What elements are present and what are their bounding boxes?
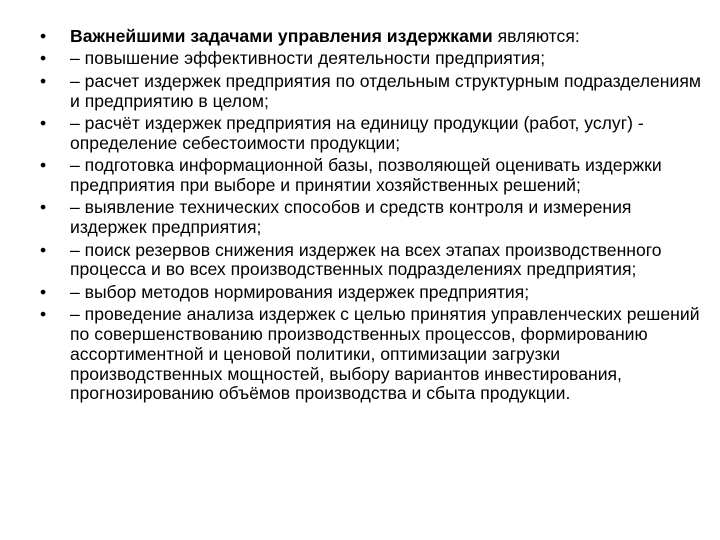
- bullet-item-cost-analysis: [40, 305, 712, 404]
- bullet-item-reserves: [40, 241, 712, 281]
- bullet-icon: •: [40, 26, 47, 46]
- bullet-text: – подготовка информационной базы, позволяющей оценивать издержки предприятия при выборе и принятии хозяйственных решений;: [70, 155, 662, 195]
- bullet-icon: •: [40, 155, 47, 176]
- bullet-item-control-methods: [40, 198, 712, 238]
- bullet-item-cost-by-division: [40, 72, 712, 112]
- bullet-icon: •: [40, 70, 47, 91]
- bullet-icon: •: [40, 281, 47, 302]
- bullet-icon: •: [40, 304, 47, 325]
- bullet-icon: •: [40, 197, 47, 218]
- intro-rest-text: являются:: [492, 26, 580, 46]
- bullet-icon: •: [40, 48, 47, 69]
- bullet-text: – расчет издержек предприятия по отдельным структурным подразделениям и предприятию в целом;: [70, 70, 701, 111]
- bullet-text: – проведение анализа издержек с целью принятия управленческих решений по совершенствованию производственных процессов, формированию ассортиментной и ценовой политики, оптимизации загрузки производственных мощностей, выбору вариантов инвестирования, прогнозированию объёмов производства и сбыта продукции.: [70, 304, 700, 404]
- bullet-text: – выявление технических способов и средств контроля и измерения издержек предприятия;: [70, 197, 632, 238]
- intro-bold-text: Важнейшими задачами управления издержками: [70, 26, 493, 46]
- bullet-item-unit-cost: [40, 114, 712, 154]
- bullet-text: – поиск резервов снижения издержек на всех этапах производственного процесса и во всех производственных подразделениях предприятия;: [70, 239, 662, 280]
- bullet-item-intro: [40, 27, 712, 47]
- bullet-text: – расчёт издержек предприятия на единицу продукции (работ, услуг) - определение себестоимости продукции;: [70, 112, 644, 153]
- bullet-text: – выбор методов нормирования издержек предприятия;: [70, 281, 530, 302]
- tasks-bullet-list: [40, 27, 712, 407]
- bullet-item-information-base: [40, 156, 712, 196]
- bullet-item-norming-methods: [40, 283, 712, 303]
- bullet-text: – повышение эффективности деятельности предприятия;: [70, 48, 546, 69]
- bullet-icon: •: [40, 239, 47, 260]
- bullet-item-efficiency: [40, 49, 712, 69]
- bullet-icon: •: [40, 112, 47, 133]
